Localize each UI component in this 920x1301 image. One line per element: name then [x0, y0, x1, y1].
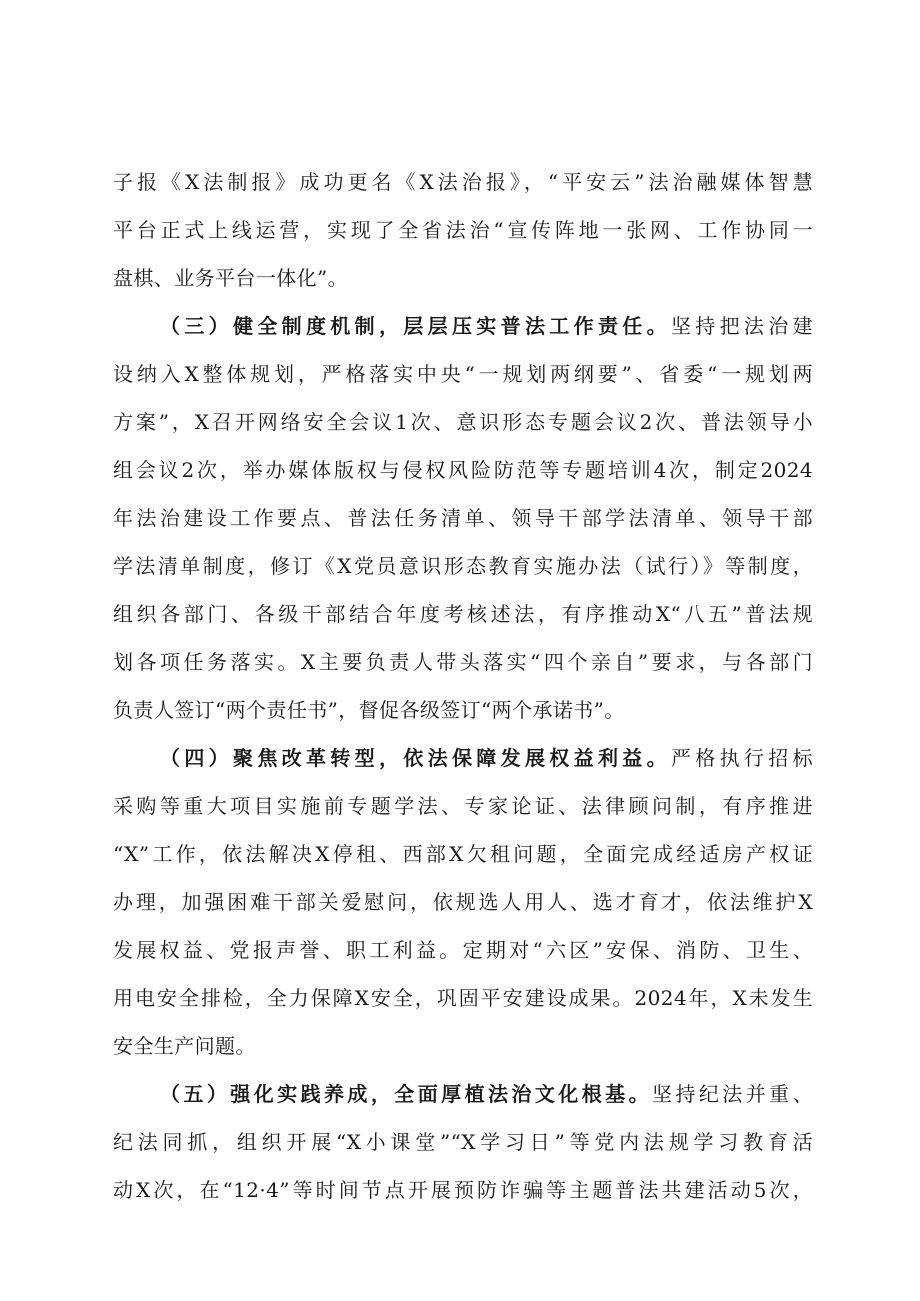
text-line: 办理，加强困难干部关爱慰问，依规选人用人、选才育才，依法维护X	[113, 890, 813, 914]
text-line: 纪法同抓，组织开展“X小课堂”“X学习日”等党内法规学习教育活	[113, 1130, 813, 1154]
text-line: 学法清单制度，修订《X党员意识形态教育实施办法（试行）》等制度，	[113, 554, 813, 578]
section-heading-4: （四）聚焦改革转型，依法保障发展权益利益。	[160, 746, 671, 770]
text-line: 年法治建设工作要点、普法任务清单、领导干部学法清单、领导干部	[113, 506, 813, 530]
heading-line-rest: 严格执行招标	[670, 746, 813, 770]
text-line: 采购等重大项目实施前专题学法、专家论证、法律顾问制，有序推进	[113, 794, 813, 818]
section-heading-5: （五）强化实践养成，全面厚植法治文化根基。	[160, 1082, 653, 1106]
heading-line-rest: 坚持把法治建	[670, 314, 813, 338]
text-line: 发展权益、党报声誉、职工利益。定期对“六区”安保、消防、卫生、	[113, 938, 813, 962]
text-line: 组织各部门、各级干部结合年度考核述法，有序推动X“八五”普法规	[113, 602, 813, 626]
heading-line	[160, 306, 813, 346]
section-heading-3: （三）健全制度机制，层层压实普法工作责任。	[160, 314, 671, 338]
text-line: 设纳入X整体规划，严格落实中央“一规划两纲要”、省委“一规划两	[113, 362, 813, 386]
text-line: 划各项任务落实。X主要负责人带头落实“四个亲自”要求，与各部门	[113, 650, 813, 674]
text-line: 子报《X法制报》成功更名《X法治报》，“平安云”法治融媒体智慧	[113, 170, 813, 194]
text-line: “X”工作，依法解决X停租、西部X欠租问题，全面完成经适房产权证	[113, 842, 813, 866]
text-line: 负责人签订“两个责任书”，督促各级签订“两个承诺书”。	[113, 698, 625, 722]
text-line: 平台正式上线运营，实现了全省法治“宣传阵地一张网、工作协同一	[113, 218, 813, 242]
text-line: 安全生产问题。	[113, 1034, 256, 1058]
text-line: 盘棋、业务平台一体化”。	[113, 266, 349, 290]
text-line: 动X次，在“12·4”等时间节点开展预防诈骗等主题普法共建活动5次，	[113, 1178, 813, 1202]
heading-line	[160, 738, 813, 778]
heading-line-rest: 坚持纪法并重、	[652, 1082, 813, 1106]
text-line: 组会议2次，举办媒体版权与侵权风险防范等专题培训4次，制定2024	[113, 458, 813, 482]
text-line: 用电安全排检，全力保障X安全，巩固平安建设成果。2024年，X未发生	[113, 986, 813, 1010]
text-line: 方案”，X召开网络安全会议1次、意识形态专题会议2次、普法领导小	[113, 410, 813, 434]
heading-line	[160, 1074, 813, 1114]
